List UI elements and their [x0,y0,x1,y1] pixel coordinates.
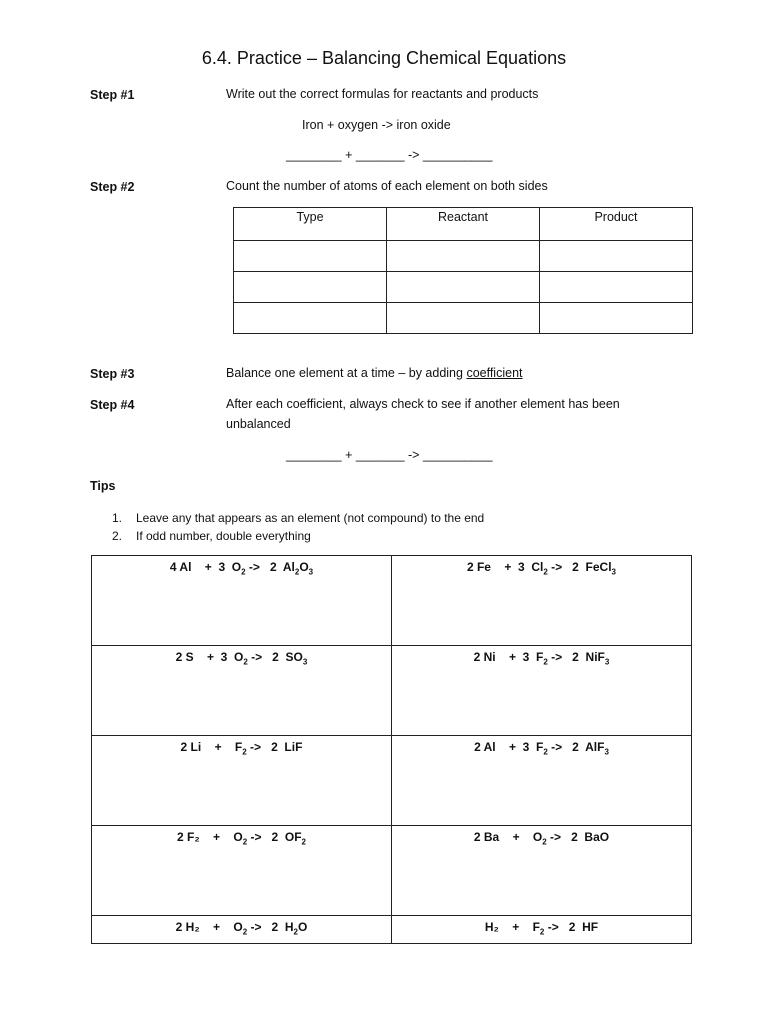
table-row [92,556,692,646]
plus-sign: + [214,740,222,754]
col-header-product: Product [540,208,693,241]
equation-text [92,560,391,576]
plus-sign: + [508,740,516,754]
reactant-1: 2 Al [474,740,496,754]
subscript: 3 [308,567,314,577]
equation-text [392,740,691,756]
reactant-1: 4 Al [169,560,192,574]
coefficient: 2 [271,920,279,934]
arrow: -> [247,920,265,934]
subscript: 2 [543,747,548,757]
equation-cell[interactable] [391,916,691,944]
arrow: -> [247,830,265,844]
table-row [92,916,692,944]
reactant-1: 2 Li [180,740,202,754]
coefficient: 2 [271,830,279,844]
table-row [92,736,692,826]
table-row [92,646,692,736]
table-cell[interactable] [234,303,387,334]
equation-text [392,830,691,846]
subscript: 2 [543,567,548,577]
table-cell[interactable] [234,272,387,303]
product: BaO [584,830,610,844]
equation-cell[interactable] [92,826,392,916]
plus-sign: + [206,650,214,664]
table-cell[interactable] [234,241,387,272]
reactant-2: F [536,650,544,664]
table-cell[interactable] [540,272,693,303]
table-row [234,303,693,334]
coefficient: 3 [218,560,226,574]
arrow: -> [547,740,566,754]
plus-sign: + [512,830,520,844]
equation-text [92,830,391,846]
table-cell[interactable] [387,241,540,272]
equation-cell[interactable] [391,826,691,916]
table-row [234,241,693,272]
step-4-label: Step #4 [90,398,135,412]
subscript: 2 [542,837,547,847]
subscript: 2 [242,837,248,847]
subscript: 2 [543,657,548,667]
equation-text [392,920,691,936]
table-row [234,272,693,303]
equation-cell[interactable] [92,556,392,646]
product-part: O [297,920,308,934]
subscript: 3 [611,567,616,577]
coefficient: 2 [572,740,579,754]
product: HF [582,920,599,934]
equations-grid [91,555,692,944]
plus-sign: + [213,830,221,844]
list-item [112,509,484,527]
arrow: -> [547,560,566,574]
reactant-2: F [532,920,540,934]
product: FeCl [585,560,612,574]
plus-sign: + [504,560,512,574]
plus-sign: + [204,560,212,574]
table-cell[interactable] [387,272,540,303]
step-3-label: Step #3 [90,367,135,381]
step-2-label: Step #2 [90,180,135,194]
table-row [92,826,692,916]
subscript: 2 [242,747,247,757]
product: LiF [284,740,303,754]
arrow: -> [544,920,563,934]
subscript: 3 [604,747,609,757]
subscript: 2 [243,657,248,667]
equation-text [92,650,391,666]
plus-sign: + [512,920,520,934]
equation-text [392,650,691,666]
equation-cell[interactable] [391,556,691,646]
product: NiF [585,650,605,664]
equation-cell[interactable] [92,736,392,826]
step-2-text: Count the number of atoms of each element on both sides [226,179,548,193]
page-title: 6.4. Practice – Balancing Chemical Equations [201,48,567,68]
reactant-1: 2 Ba [473,830,500,844]
coefficient: 2 [571,830,578,844]
product: SO [285,650,303,664]
step-4-text: After each coefficient, always check to see if another element has been unbalanced [226,397,620,431]
coefficient: 3 [522,740,530,754]
reactant-1: 2 Fe [466,560,491,574]
subscript: 2 [301,837,306,847]
table-header-row [234,208,693,241]
subscript: 2 [242,927,248,937]
equation-cell[interactable] [92,646,392,736]
tip-text: Leave any that appears as an element (not compound) to the end [136,511,485,525]
equation-text [92,740,391,756]
coefficient: 3 [522,650,530,664]
subscript: 2 [294,567,300,577]
tip-text: If odd number, double everything [136,529,311,543]
step-3-text-main: Balance one element at a time – by adding [226,366,467,380]
coefficient-term: coefficient [466,366,523,380]
product: OF [284,830,302,844]
subscript: 3 [604,657,610,667]
col-header-type: Type [234,208,387,241]
product: AlF [585,740,605,754]
tip-number: 1. [112,511,123,525]
table-cell[interactable] [540,303,693,334]
atom-count-table [233,207,693,334]
coefficient: 2 [271,740,278,754]
subscript: 3 [302,657,308,667]
equation-cell[interactable] [391,736,691,826]
reactant-2: Cl [531,560,544,574]
step-3-text [226,363,686,383]
blank-equation-1: ________ + _______ -> __________ [286,148,493,162]
equation-text [392,560,691,576]
plus-sign: + [508,650,516,664]
reactant-1: 2 S [175,650,194,664]
reactant-2: F [234,740,243,754]
reactant-1: H₂ [484,920,499,934]
product: H [284,920,294,934]
reactant-1: 2 F₂ [176,830,200,844]
list-item [112,527,484,545]
arrow: -> [247,650,266,664]
tip-number: 2. [112,529,123,543]
reactant-2: F [536,740,544,754]
subscript: 2 [293,927,298,937]
arrow: -> [245,560,264,574]
reactant-2: O [532,830,543,844]
subscript: 2 [539,927,545,937]
step-1-label: Step #1 [90,88,135,102]
tips-label: Tips [90,479,116,493]
reactant-1: 2 Ni [473,650,496,664]
coefficient: 3 [518,560,525,574]
tips-list [112,509,484,545]
equation-cell[interactable] [92,916,392,944]
coefficient: 2 [272,650,279,664]
reactant-2: O [231,560,242,574]
coefficient: 3 [220,650,228,664]
step-1-text: Write out the correct formulas for reactants and products [226,87,539,101]
equation-text [92,920,391,936]
col-header-reactant: Reactant [387,208,540,241]
plus-sign: + [213,920,221,934]
word-equation: Iron + oxygen -> iron oxide [302,118,451,132]
arrow: -> [546,830,565,844]
blank-equation-2: ________ + _______ -> __________ [286,448,493,462]
arrow: -> [246,740,265,754]
coefficient: 2 [269,560,277,574]
reactant-1: 2 H₂ [175,920,200,934]
coefficient: 2 [572,560,579,574]
reactant-2: O [233,920,243,934]
product: Al [282,560,295,574]
table-cell[interactable] [540,241,693,272]
equation-cell[interactable] [391,646,691,736]
reactant-2: O [234,650,244,664]
coefficient: 2 [568,920,576,934]
coefficient: 2 [572,650,579,664]
table-cell[interactable] [387,303,540,334]
subscript: 2 [241,567,246,577]
reactant-2: O [233,830,243,844]
product-part: O [299,560,309,574]
arrow: -> [547,650,566,664]
